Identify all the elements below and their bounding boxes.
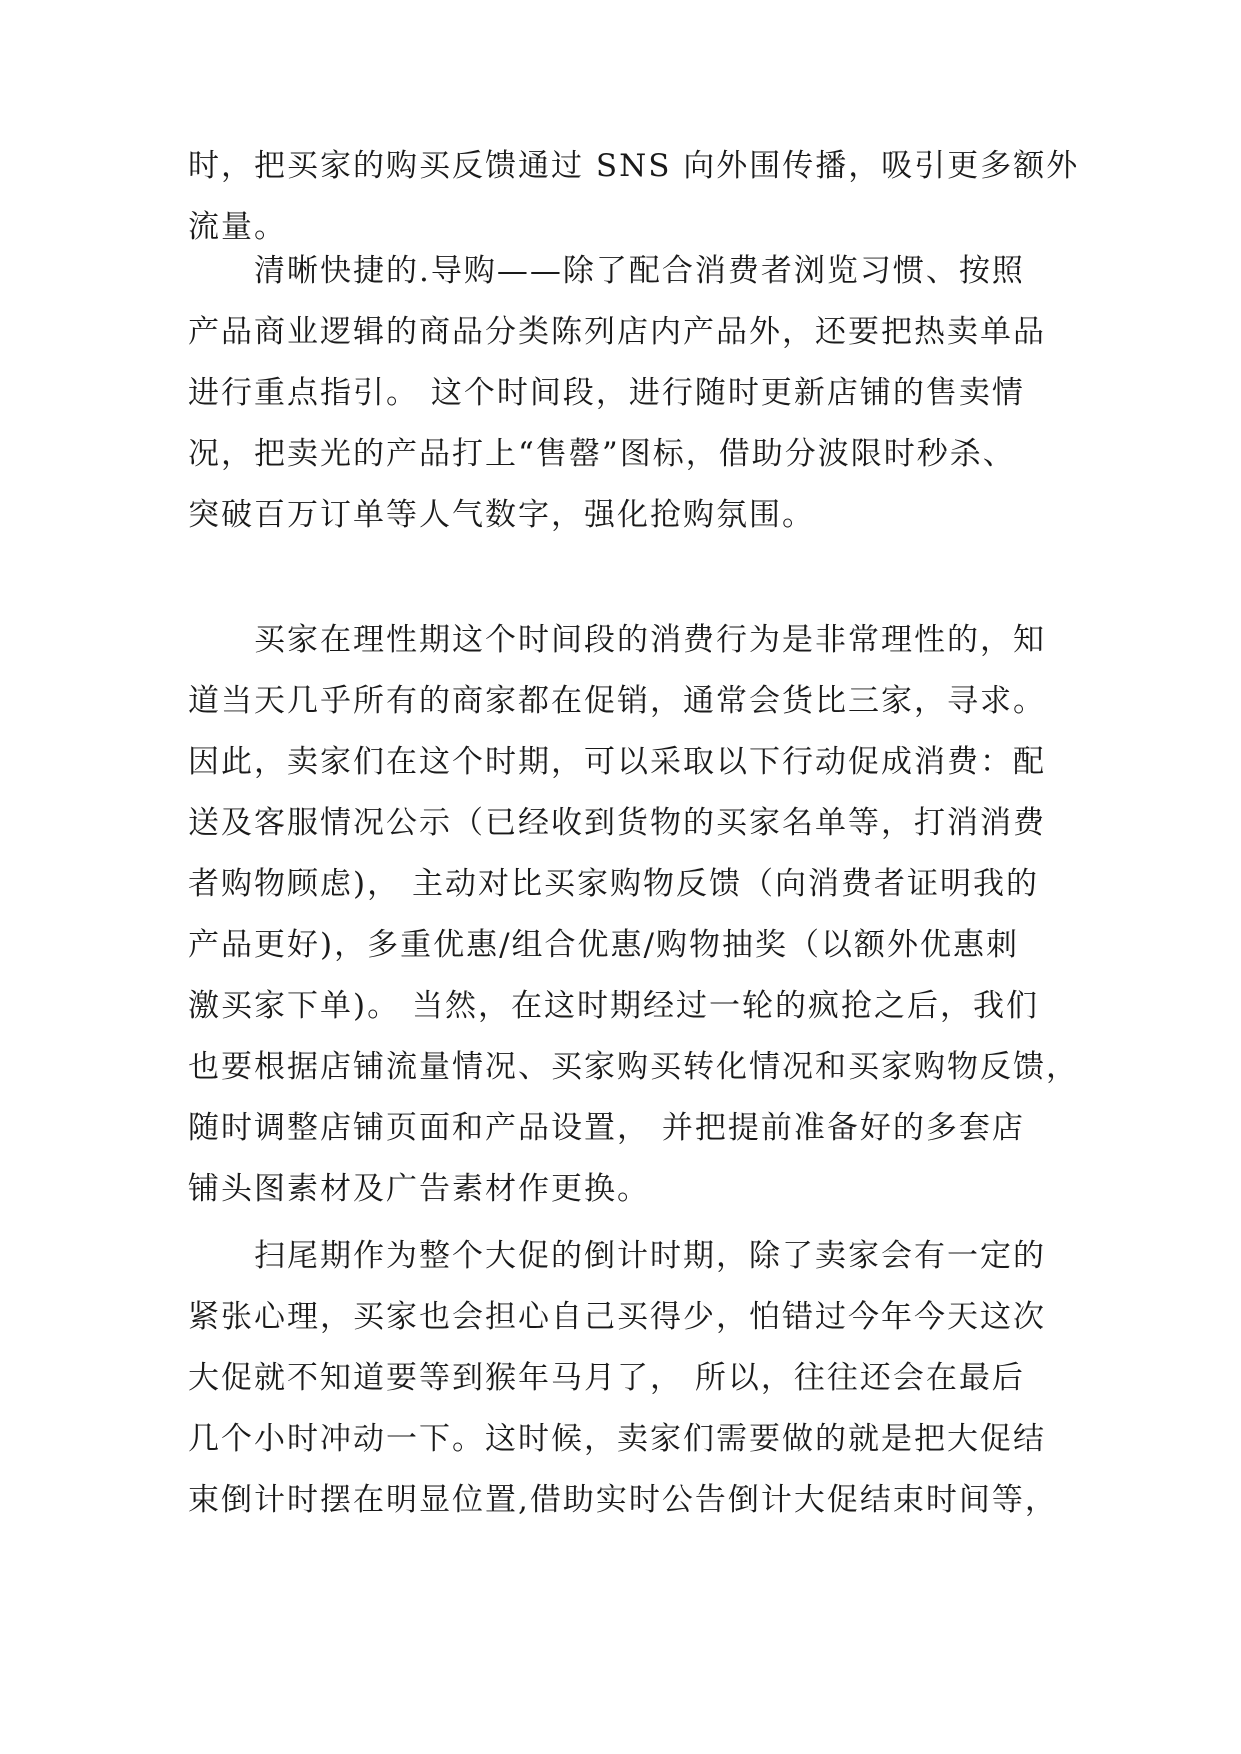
text-line: 清晰快捷的.导购——除了配合消费者浏览习惯、按照 (188, 253, 1025, 289)
text-line: 几个小时冲动一下。这时候，卖家们需要做的就是把大促结 (188, 1421, 1046, 1457)
text-line: 扫尾期作为整个大促的倒计时期，除了卖家会有一定的 (188, 1238, 1046, 1274)
text-line: 随时调整店铺页面和产品设置， 并把提前准备好的多套店 (188, 1110, 1025, 1146)
text-line: 者购物顾虑)， 主动对比买家购物反馈（向消费者证明我的 (188, 866, 1039, 902)
text-line: 因此，卖家们在这个时期，可以采取以下行动促成消费：配 (188, 744, 1046, 780)
text-line: 道当天几乎所有的商家都在促销，通常会货比三家，寻求。 (188, 683, 1046, 719)
text-line: 紧张心理，买家也会担心自己买得少，怕错过今年今天这次 (188, 1299, 1046, 1335)
text-line: 也要根据店铺流量情况、买家购买转化情况和买家购物反馈， (188, 1049, 1079, 1085)
paragraph-3 (188, 610, 1079, 1220)
text-line: 束倒计时摆在明显位置,借助实时公告倒计大促结束时间等， (188, 1482, 1058, 1518)
text-line: 产品商业逻辑的商品分类陈列店内产品外，还要把热卖单品 (188, 314, 1046, 350)
paragraph-1 (188, 136, 1080, 258)
paragraph-2 (188, 241, 1058, 546)
text-line: 送及客服情况公示（已经收到货物的买家名单等，打消消费 (188, 805, 1046, 841)
text-line: 进行重点指引。 这个时间段，进行随时更新店铺的售卖情 (188, 375, 1025, 411)
text-line: 买家在理性期这个时间段的消费行为是非常理性的，知 (188, 622, 1046, 658)
text-line: 铺头图素材及广告素材作更换。 (188, 1171, 650, 1207)
text-line: 时，把买家的购买反馈通过 SNS 向外围传播，吸引更多额外 (188, 148, 1080, 184)
text-line: 突破百万订单等人气数字，强化抢购氛围。 (188, 497, 815, 533)
paragraph-4 (188, 1226, 1058, 1531)
text-line: 流量。 (188, 209, 287, 245)
text-line: 激买家下单)。 当然，在这时期经过一轮的疯抢之后，我们 (188, 988, 1039, 1024)
text-line: 况，把卖光的产品打上“售罄”图标，借助分波限时秒杀、 (188, 436, 1016, 472)
text-line: 大促就不知道要等到猴年马月了， 所以，往往还会在最后 (188, 1360, 1025, 1396)
text-line: 产品更好)，多重优惠/组合优惠/购物抽奖（以额外优惠刺 (188, 927, 1019, 963)
